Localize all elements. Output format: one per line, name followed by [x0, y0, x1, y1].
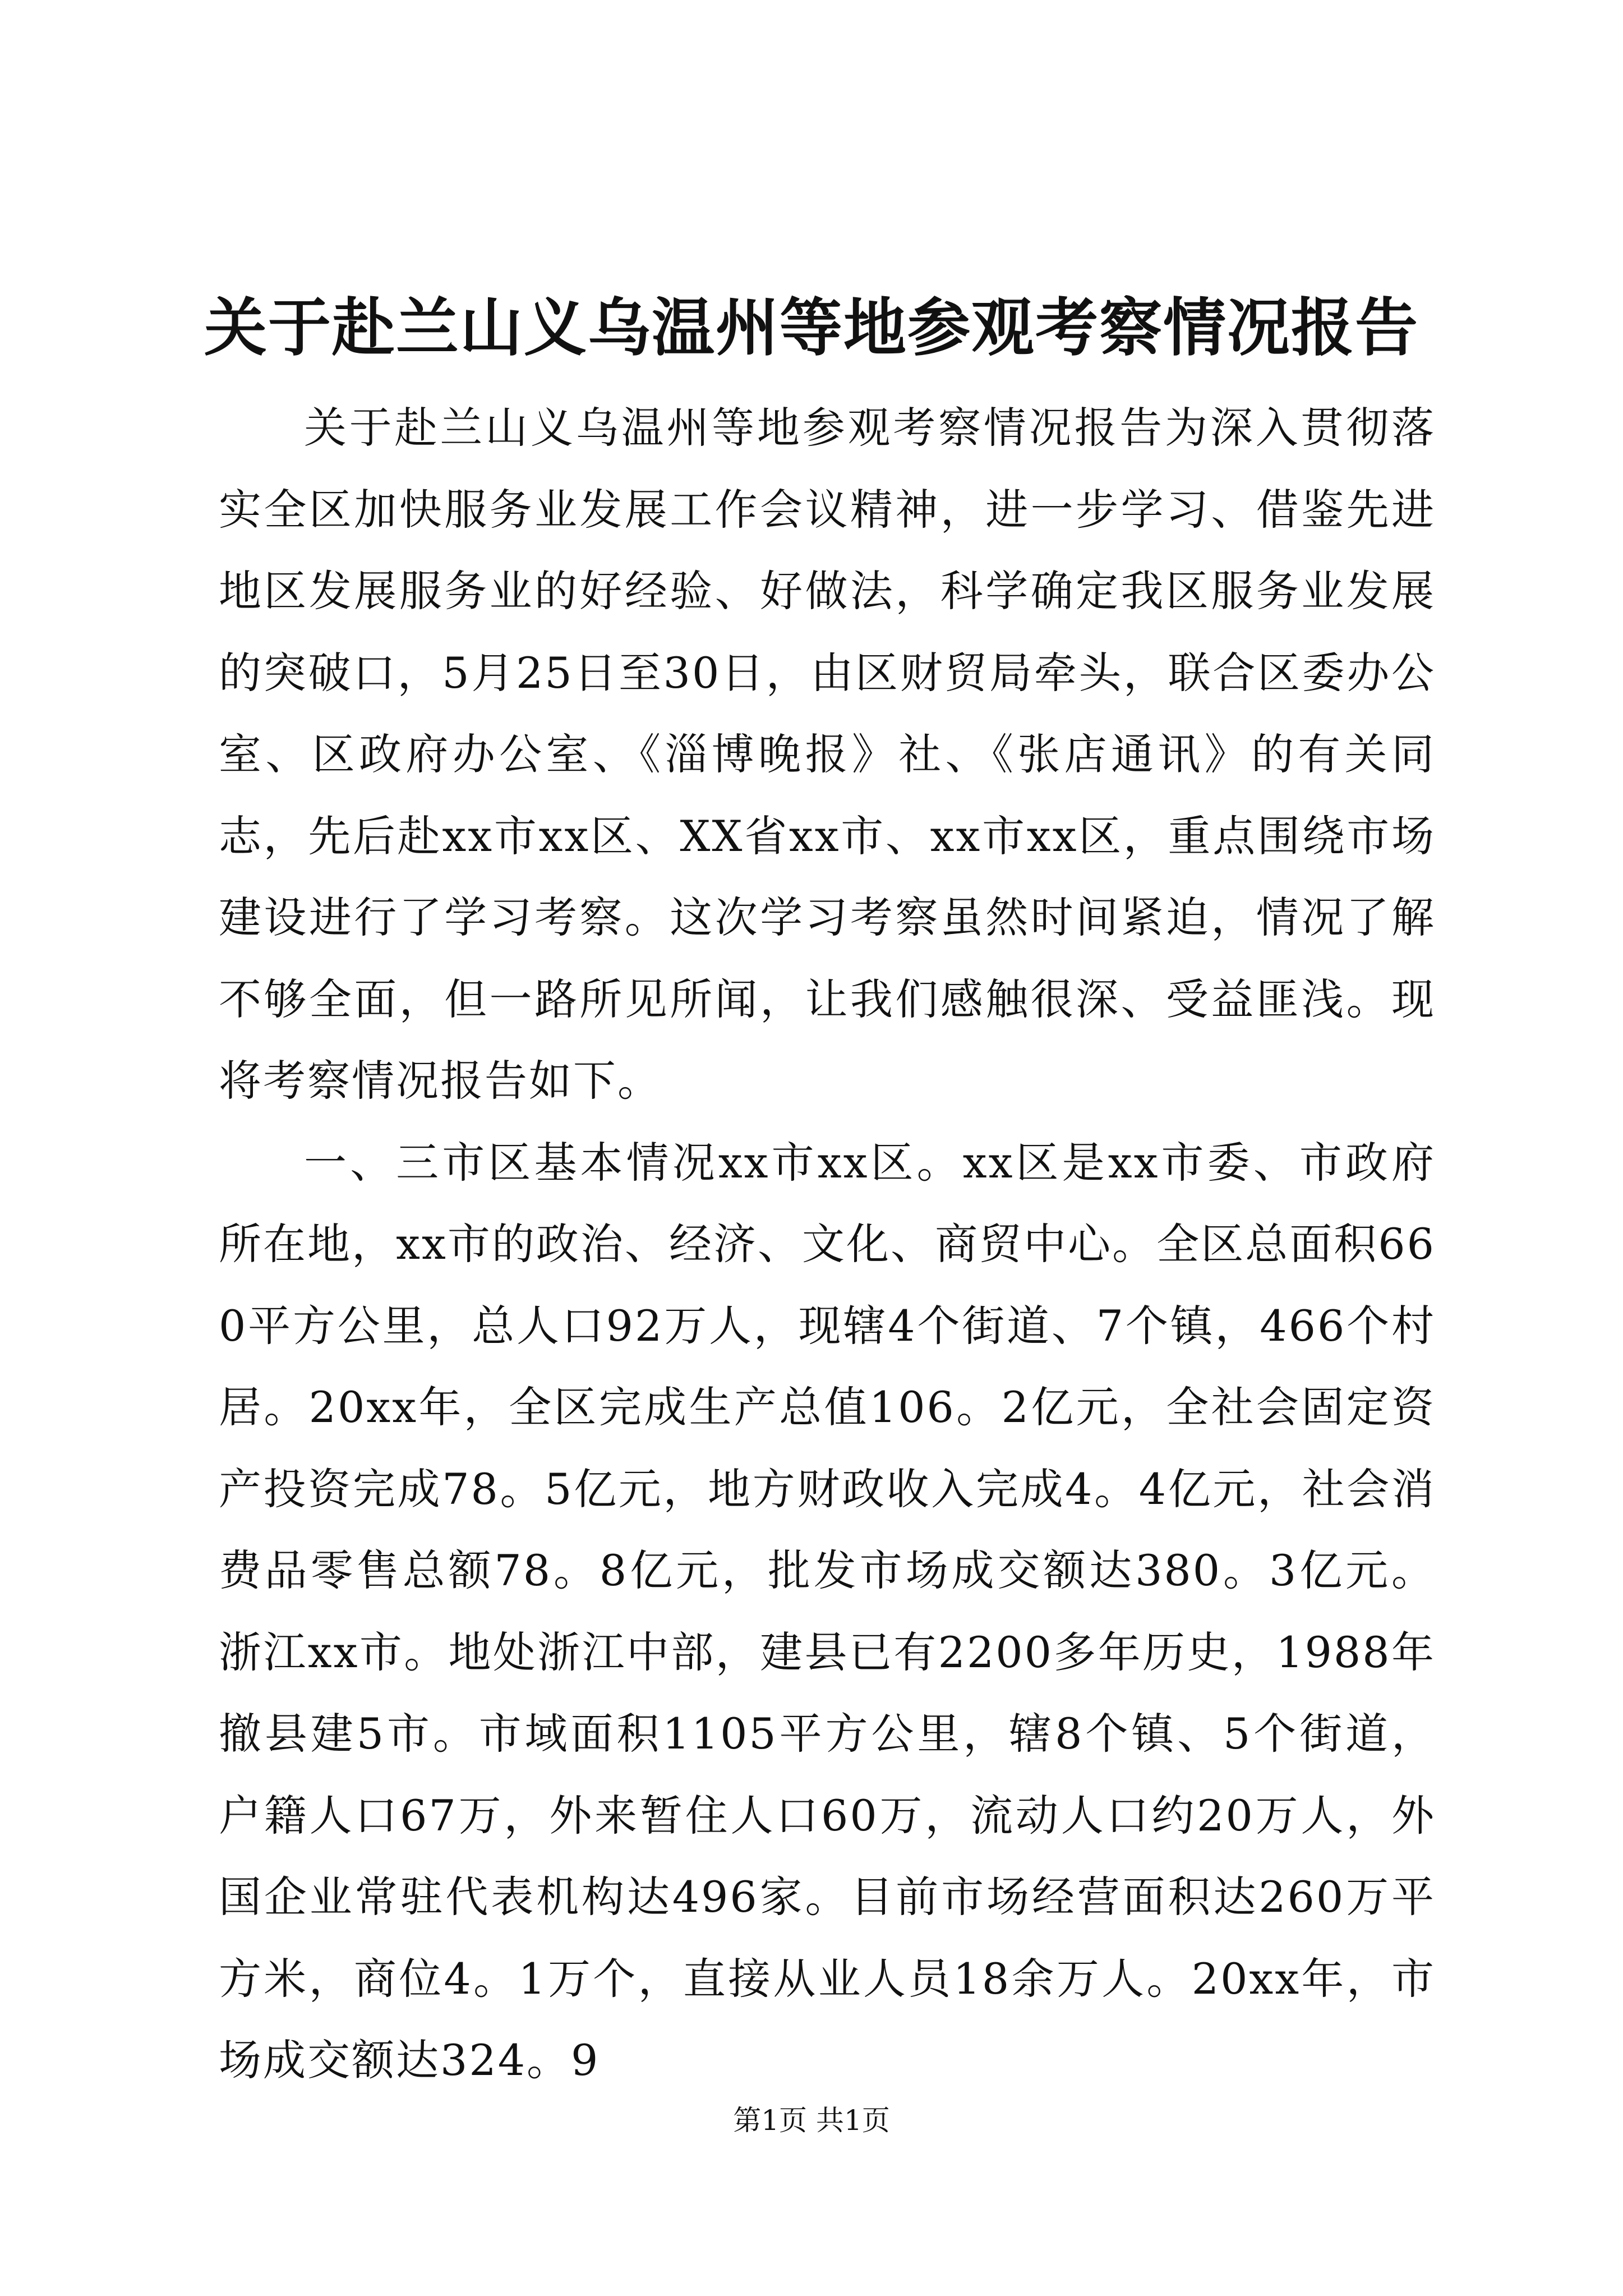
- paragraph-intro: 关于赴兰山义乌温州等地参观考察情况报告为深入贯彻落实全区加快服务业发展工作会议精神，进一步学习、借鉴先进地区发展服务业的好经验、好做法，科学确定我区服务业发展的突破口，5月25日至30日，由区财贸局牵头，联合区委办公室、区政府办公室、《淄博晚报》社、《张店通讯》的有关同志，先后赴xx市xx区、XX省xx市、xx市xx区，重点围绕市场建设进行了学习考察。这次学习考察虽然时间紧迫，情况了解不够全面，但一路所见所闻，让我们感触很深、受益匪浅。现将考察情况报告如下。: [219, 403, 1436, 1106]
- page-footer: 第1页 共1页: [733, 2104, 890, 2137]
- document-body: [219, 387, 1436, 2101]
- paragraph-section-1: 一、三市区基本情况xx市xx区。xx区是xx市委、市政府所在地，xx市的政治、经济、文化、商贸中心。全区总面积660平方公里，总人口92万人，现辖4个街道、7个镇，466个村居。20xx年，全区完成生产总值106。2亿元，全社会固定资产投资完成78。5亿元，地方财政收入完成4。4亿元，社会消费品零售总额78。8亿元，批发市场成交额达380。3亿元。浙江xx市。地处浙江中部，建县已有2200多年历史，1988年撤县建5市。市域面积1105平方公里，辖8个镇、5个街道，户籍人口67万，外来暂住人口60万，流动人口约20万人，外国企业常驻代表机构达496家。目前市场经营面积达260万平方米，商位4。1万个，直接从业人员18余万人。20xx年，市场成交额达324。9: [219, 1137, 1436, 2085]
- document-title: 关于赴兰山义乌温州等地参观考察情况报告: [204, 291, 1419, 365]
